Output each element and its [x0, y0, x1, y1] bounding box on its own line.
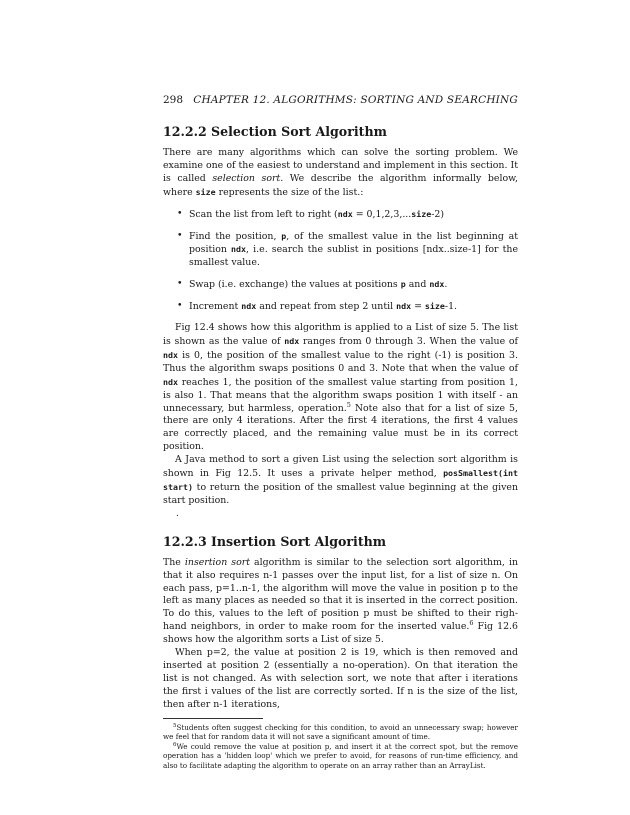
- bullet-icon: •: [177, 278, 183, 290]
- text-run: Swap (i.e. exchange) the values at positions: [189, 279, 401, 291]
- text-run: Scan the list from left to right (: [189, 208, 338, 220]
- section-insertion-sort: [163, 534, 518, 712]
- footnote: [163, 742, 518, 771]
- bullet-icon: •: [177, 300, 183, 312]
- intro-paragraph: [163, 147, 518, 200]
- code-term: posSmallest(int start): [163, 468, 518, 492]
- text-run: .: [444, 279, 448, 291]
- section-title: Insertion Sort Algorithm: [211, 533, 387, 549]
- footnote-text: Students often suggest checking for this condition, to avoid an unnecessary swap; however we feel that for random data it will not save a significant amount of time.: [163, 722, 518, 742]
- code-term: ndx: [163, 376, 178, 387]
- text-run: ranges from 0 through 3. When the value of: [299, 335, 519, 347]
- text-run: and: [405, 279, 430, 291]
- text-run: is 0, the position of the smallest value to the right (-1) is position 3. Thus the algorithm swaps positions 0 and 3. Note that when the value of: [163, 349, 518, 374]
- section-heading-selection-sort: [163, 124, 518, 140]
- code-term: ndx: [396, 301, 412, 312]
- algorithm-steps-list: [163, 208, 518, 314]
- footnote-divider: [163, 718, 263, 719]
- footnote-text: We could remove the value at position p, and insert it at the correct spot, but the remove operation has a 'hidden loop' which we prefer to avoid, for reasons of run-time efficiency, and also to facilitate adapting the algorithm to operate on an array rather than an ArrayList.: [163, 741, 518, 770]
- footnote-ref: 5: [346, 400, 351, 409]
- text-run: -2): [431, 208, 445, 220]
- text-run: , i.e. search the sublist in positions [ndx..size-1] for the smallest value.: [189, 244, 518, 269]
- text-run: , of the smallest value in the list beginning at position: [189, 230, 519, 256]
- code-term: ndx: [231, 244, 247, 255]
- footnote-ref: 6: [469, 619, 474, 628]
- section-number: 12.2.2: [163, 124, 207, 139]
- footnote: [163, 723, 518, 742]
- text-run: Note also that for a list of size 5, there are only 4 iterations. After the first 4 iterations, the first 4 values are correctly placed, and the remaining value must be in its correct position.: [163, 402, 518, 453]
- list-item: [177, 278, 518, 292]
- text-run: There are many algorithms which can solve the sorting problem. We examine one of the easiest to understand and implement in this section. It is called: [163, 147, 518, 184]
- text-run: to return the position of the smallest value beginning at the given start position.: [163, 481, 518, 506]
- stray-period: .: [176, 508, 179, 519]
- body-paragraph: [163, 557, 518, 647]
- code-term: ndx: [163, 349, 178, 360]
- text-run: The: [163, 556, 185, 568]
- bullet-icon: •: [177, 229, 183, 241]
- text-run: = 0,1,2,3,...: [352, 208, 412, 220]
- text-run: Fig 12.6 shows how the algorithm sorts a List of size 5.: [163, 621, 518, 646]
- code-term: ndx: [241, 301, 257, 312]
- text-run: A Java method to sort a given List using the selection sort algorithm is shown in Fig 12.5. It uses a private helper method,: [163, 454, 518, 480]
- list-item: [177, 230, 518, 271]
- text-run: algorithm is similar to the selection sort algorithm, in that it also requires n-1 passes over the input list, for a list of size n. On each pass, p=1..n-1, the algorithm will move the value in position p to the left as many places as needed so that it is inserted in the correct position. To do this, values to the left of position p must be shifted to their righ-hand neighbors, in order to make room for the inserted value.: [163, 556, 518, 633]
- section-title: Selection Sort Algorithm: [211, 124, 387, 139]
- emphasis-term: insertion sort: [184, 556, 250, 568]
- code-term: ndx: [337, 208, 353, 219]
- page-number: 298: [163, 94, 184, 106]
- text-run: reaches 1, the position of the smallest value starting from position 1, is also 1. That means that the algorithm swaps position 1 with itself - an unnecessary, but harmless, operation.: [163, 376, 518, 414]
- code-term: p: [400, 279, 406, 290]
- emphasis-term: selection sort.: [212, 172, 284, 184]
- body-paragraph: When p=2, the value at position 2 is 19, which is then removed and inserted at position 2 (essentially a no-operation). On that iteration the list is not changed. As with selection sort, we note that after i iterations the first i values of the list are correctly sorted. If n is the size of the list, then after n-1 iterations,: [163, 647, 518, 710]
- text-run: -1.: [444, 301, 458, 313]
- body-paragraph: [163, 454, 518, 508]
- list-item: [177, 208, 518, 222]
- chapter-title: CHAPTER 12. ALGORITHMS: SORTING AND SEARCHING: [193, 94, 518, 106]
- code-term: ndx: [284, 335, 300, 346]
- text-run: and repeat from step 2 until: [256, 301, 397, 313]
- footnote-mark: 6: [173, 741, 177, 748]
- section-heading-insertion-sort: [163, 534, 518, 550]
- section-number: 12.2.3: [163, 533, 207, 549]
- text-run: Fig 12.4 shows how this algorithm is applied to a List of size 5. The list is shown as the value of: [163, 322, 518, 347]
- code-term: ndx: [429, 279, 445, 290]
- page-content: [163, 94, 518, 771]
- text-run: Find the position,: [189, 230, 282, 242]
- text-run: Increment: [189, 301, 242, 313]
- code-term: size: [424, 301, 445, 312]
- text-run: We describe the algorithm informally below, where: [163, 172, 519, 198]
- code-term: p: [281, 230, 287, 241]
- text-run: =: [411, 301, 425, 313]
- list-item: [177, 300, 518, 314]
- code-term: size: [411, 208, 432, 219]
- footnote-mark: 5: [173, 722, 177, 729]
- text-run: represents the size of the list.:: [215, 186, 364, 198]
- bullet-icon: •: [177, 207, 183, 219]
- body-paragraph: [163, 322, 518, 454]
- running-head: [163, 94, 518, 110]
- code-term: size: [195, 186, 216, 197]
